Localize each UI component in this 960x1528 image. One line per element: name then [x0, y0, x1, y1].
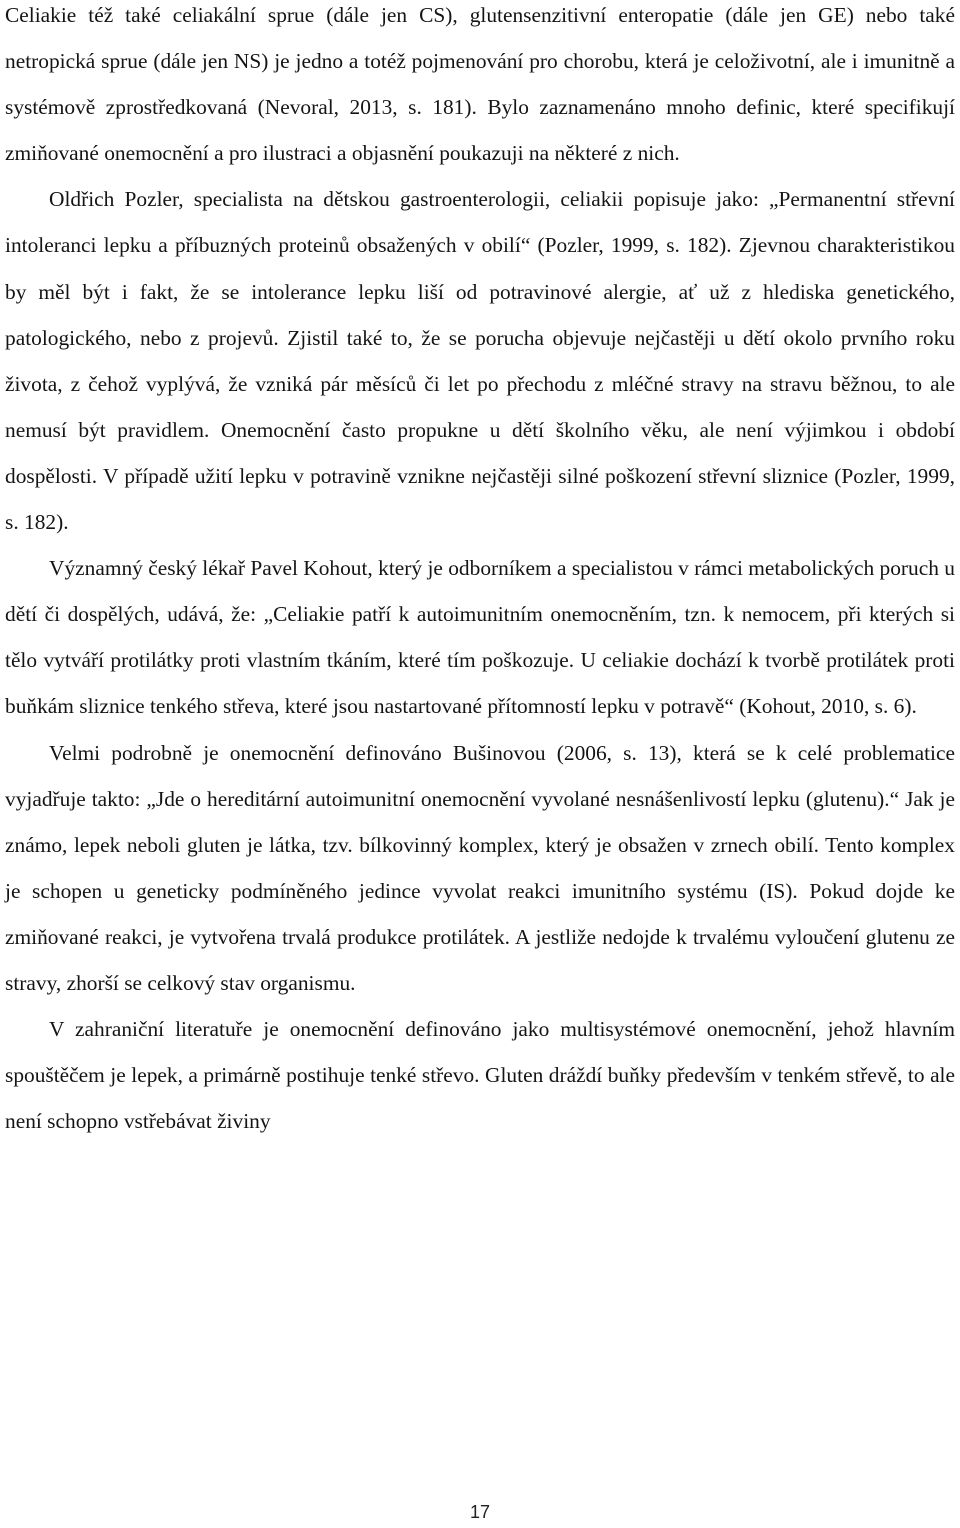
paragraph-1: Celiakie též také celiakální sprue (dále jen CS), glutensenzitivní enteropatie (dále jen GE) nebo také netropická sprue (dále jen NS) je jedno a totéž pojmenování pro chorobu, která je celoživotní, ale i imunitně a systémově zprostředkovaná (Nevoral, 2013, s. 181). Bylo zaznamenáno mnoho definic, které specifikují zmiňované onemocnění a pro ilustraci a objasnění poukazuji na některé z nich.	[5, 3, 955, 166]
paragraph-3: Významný český lékař Pavel Kohout, který je odborníkem a specialistou v rámci metabolických poruch u dětí či dospělých, udává, že: „Celiakie patří k autoimunitním onemocněním, tzn. k nemocem, při kterých si tělo vytváří protilátky proti vlastním tkáním, které tím poškozuje. U celiakie dochází k tvorbě protilátek proti buňkám sliznice tenkého střeva, které jsou nastartované přítomností lepku v potravě“ (Kohout, 2010, s. 6).	[5, 556, 955, 719]
page-number: 17	[469, 1502, 491, 1522]
paragraph-5: V zahraniční literatuře je onemocnění definováno jako multisystémové onemocnění, jehož hlavním spouštěčem je lepek, a primárně postihuje tenké střevo. Gluten dráždí buňky především v tenkém střevě, to ale není schopno vstřebávat živiny	[5, 1017, 955, 1134]
paragraph-2: Oldřich Pozler, specialista na dětskou gastroenterologii, celiakii popisuje jako: „Permanentní střevní intoleranci lepku a příbuzných proteinů obsažených v obilí“ (Pozler, 1999, s. 182). Zjevnou charakteristikou by měl být i fakt, že se intolerance lepku liší od potravinové alergie, ať už z hlediska genetického, patologického, nebo z projevů. Zjistil také to, že se porucha objevuje nejčastěji u dětí okolo prvního roku života, z čehož vyplývá, že vzniká pár měsíců či let po přechodu z mléčné stravy na stravu běžnou, to ale nemusí být pravidlem. Onemocnění často propukne u dětí školního věku, ale není výjimkou i období dospělosti. V případě užití lepku v potravině vznikne nejčastěji silné poškození střevní sliznice (Pozler, 1999, s. 182).	[5, 187, 955, 535]
paragraph-4: Velmi podrobně je onemocnění definováno Bušinovou (2006, s. 13), která se k celé problematice vyjadřuje takto: „Jde o hereditární autoimunitní onemocnění vyvolané nesnášenlivostí lepku (glutenu).“ Jak je známo, lepek neboli gluten je látka, tzv. bílkovinný komplex, který je obsažen v zrnech obilí. Tento komplex je schopen u geneticky podmíněného jedince vyvolat reakci imunitního systému (IS). Pokud dojde ke zmiňované reakci, je vytvořena trvalá produkce protilátek. A jestliže nedojde k trvalému vyloučení glutenu ze stravy, zhorší se celkový stav organismu.	[5, 740, 955, 995]
body-text	[5, 0, 955, 1144]
